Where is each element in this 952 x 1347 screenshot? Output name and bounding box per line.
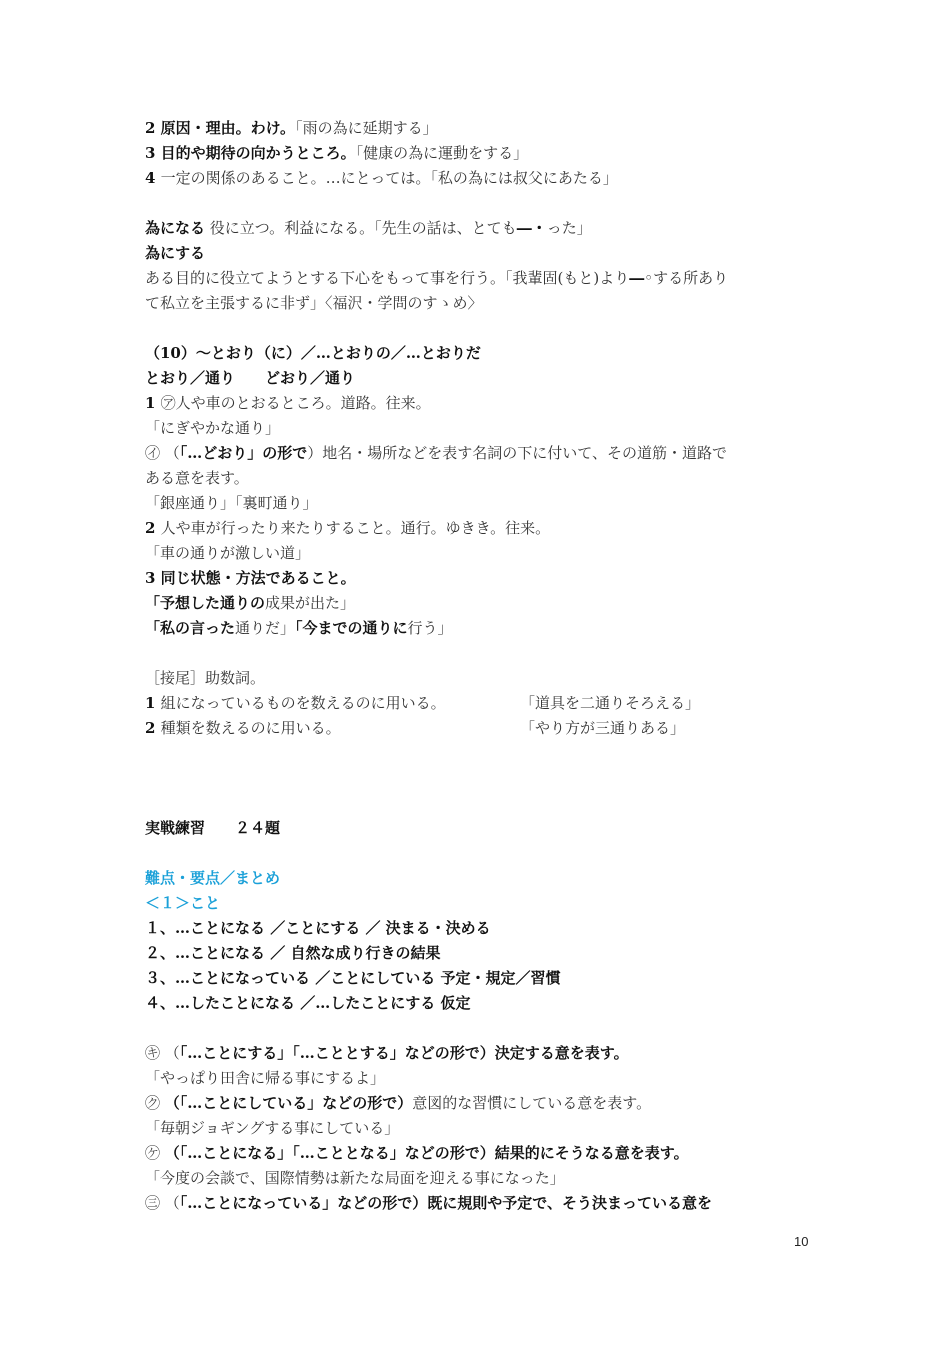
text-segment: ［接尾］助数詞。 bbox=[145, 669, 266, 687]
text-line bbox=[145, 1141, 825, 1166]
text-line bbox=[145, 941, 825, 966]
text-segment: 「やっぱり田舎に帰る事にするよ」 bbox=[145, 1069, 386, 1087]
text-segment: 「今までの通りに bbox=[295, 619, 408, 637]
text-segment: （10）～とおり（に）／…とおりの／…とおりだ bbox=[145, 344, 481, 362]
text-line bbox=[145, 1066, 825, 1091]
text-line bbox=[145, 916, 825, 941]
text-segment: とおり／通り どおり／通り bbox=[145, 369, 356, 387]
text-line bbox=[145, 1166, 825, 1191]
text-segment: 「毎朝ジョギングする事にしている」 bbox=[145, 1119, 400, 1137]
text-segment: 「車の通りが激しい道」 bbox=[145, 544, 311, 562]
text-line bbox=[145, 1091, 825, 1116]
text-segment: 「…どおり」の形で bbox=[179, 444, 308, 462]
text-segment: 種類を数えるのに用いる。 bbox=[160, 719, 341, 737]
text-segment: 3 同じ状態・方法であること。 bbox=[145, 569, 356, 587]
text-segment: ）地名・場所などを表す名詞の下に付いて、その道筋・道路で bbox=[307, 444, 727, 462]
text-segment: ㋐人や車のとおるところ。道路。往来。 bbox=[160, 394, 431, 412]
text-segment: ある目的に役立てようとする下心をもって事を行う。「我輩固(もと)より bbox=[145, 269, 630, 287]
text-segment: 「健康の為に運動をする」 bbox=[355, 144, 529, 162]
text-segment: 「私の言った bbox=[145, 619, 236, 637]
text-segment: 「…ことにする」「…こととする」などの形で）決定する意を表す。 bbox=[179, 1044, 629, 1062]
text-segment: 為になる bbox=[145, 219, 206, 237]
text-segment: ㋑ （ bbox=[145, 444, 180, 462]
text-segment: 「にぎやかな通り」 bbox=[145, 419, 281, 437]
example-column: 「道具を二通りそろえる」 bbox=[520, 694, 701, 712]
text-segment: ㋗ bbox=[145, 1094, 165, 1112]
page-number: 10 bbox=[794, 1234, 809, 1249]
text-line bbox=[145, 416, 825, 441]
text-segment: 「今度の会談で、国際情勢は新たな局面を迎える事になった」 bbox=[145, 1169, 565, 1187]
text-line bbox=[145, 366, 825, 391]
text-line bbox=[145, 1191, 825, 1216]
text-segment: 「…ことになっている」などの形で）既に規則や予定で、そう決まっている意を bbox=[179, 1194, 712, 1212]
text-segment: て私立を主張するに非ず」〈福沢・学問のすゝめ〉 bbox=[145, 294, 483, 312]
text-segment: ＜１＞こと bbox=[145, 894, 221, 912]
text-segment: １、…ことになる ／ことにする ／ 決まる・決める bbox=[145, 919, 491, 937]
text-line bbox=[145, 816, 825, 841]
text-segment: 難点・要点／まとめ bbox=[145, 869, 281, 887]
text-segment: 2 原因・理由。わけ。 bbox=[145, 119, 296, 137]
text-segment: ３、…ことになっている ／ことにしている 予定・規定／習慣 bbox=[145, 969, 561, 987]
text-segment: 役に立つ。利益になる。「先生の話は、とても bbox=[205, 219, 517, 237]
text-line bbox=[145, 241, 825, 266]
text-segment: ◦する所あり bbox=[644, 269, 729, 287]
text-segment: 1 bbox=[145, 394, 161, 412]
text-line bbox=[145, 966, 825, 991]
text-segment: 「予想した通りの bbox=[145, 594, 266, 612]
text-segment: ―・ bbox=[516, 219, 547, 237]
text-segment: ㊂ （ bbox=[145, 1194, 180, 1212]
text-segment: （「…ことにしている」などの形で） bbox=[164, 1094, 413, 1112]
text-segment: 人や車が行ったり来たりすること。通行。ゆきき。往来。 bbox=[160, 519, 551, 537]
text-line bbox=[145, 716, 825, 741]
text-segment: 「銀座通り」「裏町通り」 bbox=[145, 494, 318, 512]
text-line bbox=[145, 566, 825, 591]
text-line bbox=[145, 691, 825, 716]
text-segment: 組になっているものを数えるのに用いる。 bbox=[160, 694, 446, 712]
text-line bbox=[145, 1041, 825, 1066]
text-line bbox=[145, 541, 825, 566]
text-segment: ― bbox=[629, 269, 645, 287]
text-segment: 4 bbox=[145, 169, 161, 187]
text-line bbox=[145, 591, 825, 616]
text-line bbox=[145, 441, 825, 466]
page-content bbox=[145, 116, 825, 1216]
text-line bbox=[145, 141, 825, 166]
text-segment: （「…ことになる」「…こととなる」などの形で）結果的にそうなる意を表す。 bbox=[164, 1144, 689, 1162]
text-line bbox=[145, 216, 825, 241]
text-segment: ２、…ことになる ／ 自然な成り行きの結果 bbox=[145, 944, 441, 962]
text-line bbox=[145, 341, 825, 366]
text-segment: 2 bbox=[145, 719, 161, 737]
text-segment: 一定の関係のあること。…にとっては。「私の為には叔父にあたる」 bbox=[160, 169, 618, 187]
text-line bbox=[145, 466, 825, 491]
text-line bbox=[145, 491, 825, 516]
example-column: 「やり方が三通りある」 bbox=[520, 719, 686, 737]
text-segment: 行う」 bbox=[407, 619, 453, 637]
text-line bbox=[145, 291, 825, 316]
text-segment: 3 目的や期待の向かうところ。 bbox=[145, 144, 356, 162]
text-segment: ㋘ bbox=[145, 1144, 165, 1162]
text-line bbox=[145, 991, 825, 1016]
text-segment: 実戦練習 ２４題 bbox=[145, 819, 281, 837]
blank-line bbox=[145, 741, 825, 816]
text-segment: ４、…したことになる ／…したことにする 仮定 bbox=[145, 994, 471, 1012]
text-segment: 通りだ」 bbox=[235, 619, 296, 637]
text-segment: 成果が出た」 bbox=[265, 594, 356, 612]
text-segment: 為にする bbox=[145, 244, 206, 262]
text-segment: ある意を表す。 bbox=[145, 469, 249, 487]
text-line bbox=[145, 1116, 825, 1141]
blank-line bbox=[145, 841, 825, 866]
blank-line bbox=[145, 191, 825, 216]
text-line bbox=[145, 516, 825, 541]
blank-line bbox=[145, 641, 825, 666]
text-line bbox=[145, 616, 825, 641]
text-line bbox=[145, 116, 825, 141]
text-segment: 意図的な習慣にしている意を表す。 bbox=[412, 1094, 652, 1112]
text-line bbox=[145, 391, 825, 416]
text-line bbox=[145, 166, 825, 191]
text-line bbox=[145, 891, 825, 916]
text-segment: 「雨の為に延期する」 bbox=[295, 119, 438, 137]
blank-line bbox=[145, 316, 825, 341]
text-segment: 1 bbox=[145, 694, 161, 712]
text-segment: ㋖ （ bbox=[145, 1044, 180, 1062]
blank-line bbox=[145, 1016, 825, 1041]
text-segment: 2 bbox=[145, 519, 161, 537]
text-segment: った」 bbox=[546, 219, 592, 237]
text-line bbox=[145, 866, 825, 891]
text-line bbox=[145, 266, 825, 291]
text-line bbox=[145, 666, 825, 691]
